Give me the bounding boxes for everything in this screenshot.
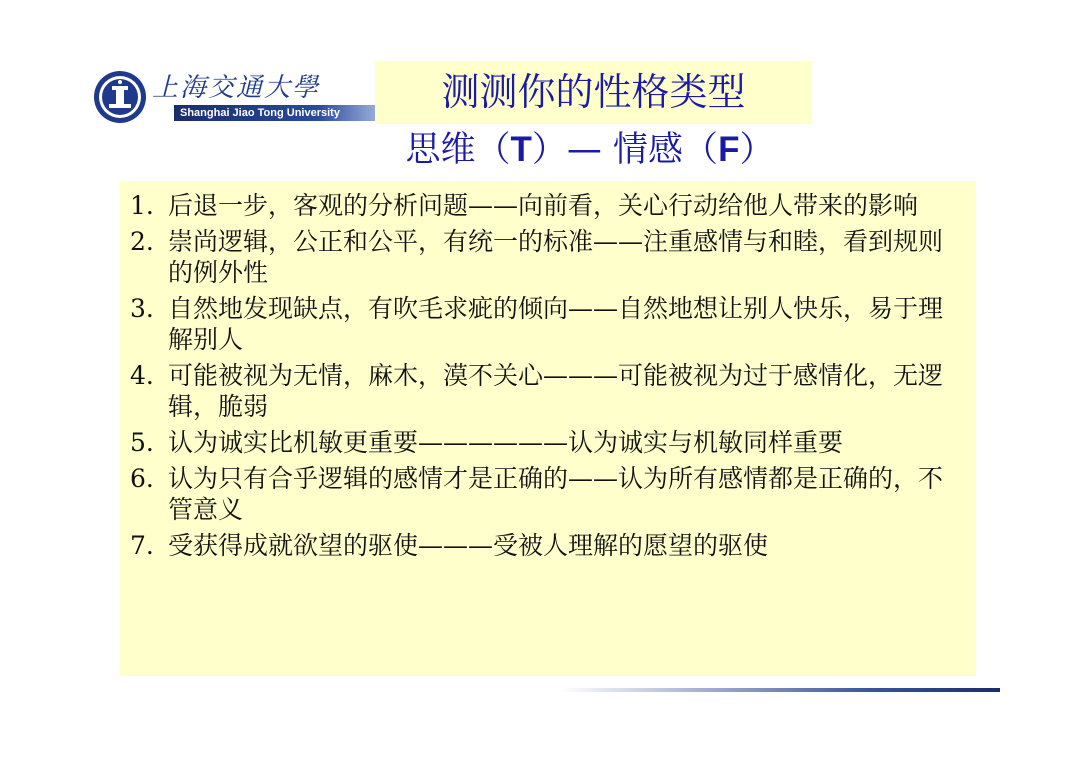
- item-number: 2.: [130, 227, 154, 256]
- item-text: 自然地发现缺点，有吹毛求疵的倾向——自然地想让别人快乐，易于理解别人: [168, 294, 944, 354]
- footer-divider: [560, 688, 1000, 692]
- item-text: 可能被视为无情，麻木，漠不关心———可能被视为过于感情化，无逻辑，脆弱: [168, 361, 944, 421]
- university-emblem-icon: [92, 69, 148, 125]
- subtitle-feeling-label: ）— 情感（: [531, 130, 719, 170]
- item-number: 5.: [130, 428, 154, 457]
- university-logo: [92, 69, 382, 125]
- subtitle-t-letter: T: [510, 130, 532, 169]
- item-number: 1.: [130, 191, 154, 220]
- subtitle-close-paren: ）: [739, 130, 775, 170]
- page-title: 测测你的性格类型: [441, 70, 746, 114]
- item-number: 7.: [130, 531, 154, 560]
- subtitle-f-letter: F: [718, 130, 740, 169]
- list-item: [130, 463, 945, 525]
- list-item: [130, 190, 945, 221]
- item-text: 受获得成就欲望的驱使———受被人理解的愿望的驱使: [168, 531, 769, 560]
- item-number: 6.: [130, 464, 154, 493]
- item-text: 认为诚实比机敏更重要——————认为诚实与机敏同样重要: [168, 428, 844, 457]
- item-text: 崇尚逻辑，公正和公平，有统一的标准——注重感情与和睦，看到规则的例外性: [168, 227, 944, 287]
- university-name-chinese: 上海交通大學: [152, 73, 321, 103]
- university-name-english: Shanghai Jiao Tong University: [180, 107, 340, 119]
- list-item: [130, 226, 945, 288]
- comparison-list: [130, 190, 945, 566]
- list-item: [130, 530, 945, 561]
- list-item: [130, 427, 945, 458]
- item-text: 认为只有合乎逻辑的感情才是正确的——认为所有感情都是正确的，不管意义: [168, 464, 944, 524]
- item-number: 4.: [130, 361, 154, 390]
- item-number: 3.: [130, 294, 154, 323]
- list-item: [130, 360, 945, 422]
- list-item: [130, 293, 945, 355]
- page-subtitle: [300, 124, 880, 176]
- subtitle-thinking-label: 思维（: [405, 130, 511, 170]
- item-text: 后退一步，客观的分析问题——向前看，关心行动给他人带来的影响: [168, 191, 919, 220]
